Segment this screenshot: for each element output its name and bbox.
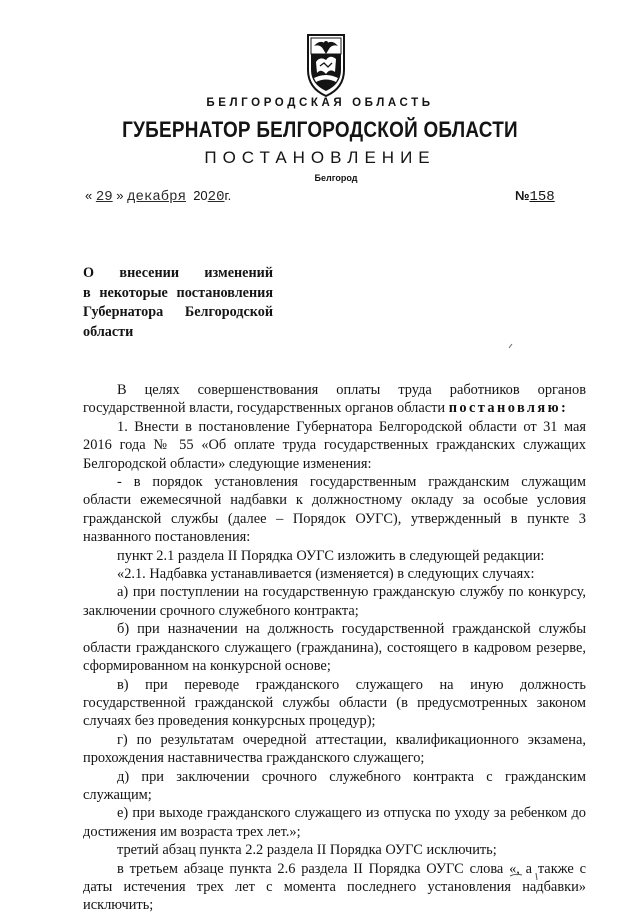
document-date — [85, 188, 231, 205]
number-prefix: № — [515, 188, 530, 203]
document-number — [515, 188, 555, 205]
handwritten-mark-icon — [508, 870, 548, 882]
subject-line: Губернатора Белгородской — [83, 304, 273, 320]
subject-line: О внесении изменений — [83, 265, 273, 281]
city-label: Белгород — [314, 173, 358, 183]
pen-mark-icon — [508, 343, 514, 349]
body-paragraph: в) при переводе гражданского служащего на иную должность государственной гражданской службы области (в предусмотренных законом случаях без проведения конкурсных процедур); — [83, 676, 586, 730]
date-year-unit: г. — [224, 188, 232, 203]
date-day: 29 — [95, 189, 113, 205]
body-paragraph: в третьем абзаце пункта 2.6 раздела II Порядка ОУГС слова «, а также с даты истечения трех лет с момента последнего установления надбавки» исключить; — [83, 860, 586, 914]
document-subject — [83, 264, 273, 342]
date-open-quote: « — [85, 188, 93, 203]
body-paragraph: 1. Внести в постановление Губернатора Белгородской области от 31 мая 2016 года № 55 «Об оплате труда государственных гражданских служащих Белгородской области» следующие изменения: — [83, 418, 586, 472]
governor-title: ГУБЕРНАТОР БЕЛГОРОДСКОЙ ОБЛАСТИ — [122, 117, 518, 142]
body-paragraph: В целях совершенствования оплаты труда работников органов государственной власти, государственных органов области постановляю: — [83, 382, 586, 417]
body-paragraph: д) при заключении срочного служебного контракта с гражданским служащим; — [83, 768, 586, 803]
body-paragraph: е) при выходе гражданского служащего из отпуска по уходу за ребенком до достижения им возраста трех лет.»; — [83, 805, 586, 840]
document-type: ПОСТАНОВЛЕНИЕ — [204, 148, 436, 167]
date-month: декабря — [127, 189, 186, 205]
body-paragraph: пункт 2.1 раздела II Порядка ОУГС изложить в следующей редакции: — [117, 547, 545, 564]
date-year-prefix: 20 — [193, 188, 208, 203]
date-close-quote: » — [116, 188, 124, 203]
date-year-suffix: 20 — [207, 189, 225, 205]
coat-of-arms-icon — [302, 32, 350, 98]
region-title: БЕЛГОРОДСКАЯ ОБЛАСТЬ — [206, 97, 434, 109]
subject-line: в некоторые постановления — [83, 284, 273, 301]
number-value: 158 — [529, 189, 555, 205]
decree-keyword: постановляю: — [448, 400, 569, 417]
body-paragraph: г) по результатам очередной аттестации, квалификационного экзамена, прохождения наставничества гражданского служащего; — [83, 731, 586, 767]
body-paragraph: третий абзац пункта 2.2 раздела II Порядка ОУГС исключить; — [117, 842, 497, 859]
body-paragraph: а) при поступлении на государственную гражданскую службу по конкурсу, заключении срочного служебного контракта; — [83, 584, 586, 619]
body-paragraph: - в порядок установления государственным гражданским служащим области ежемесячной надбавки к должностному окладу за особые условия гражданской службы (далее – Порядок ОУГС), утвержденный в пункте 3 названного постановления: — [83, 474, 586, 546]
body-paragraph: б) при назначении на должность государственной гражданской службы области гражданского служащего (гражданина), состоящего в кадровом резерве, сформированном на конкурсной основе; — [83, 621, 586, 675]
body-paragraph: «2.1. Надбавка устанавливается (изменяется) в следующих случаях: — [117, 566, 535, 583]
document-body — [83, 381, 586, 915]
subject-line: области — [83, 323, 134, 340]
